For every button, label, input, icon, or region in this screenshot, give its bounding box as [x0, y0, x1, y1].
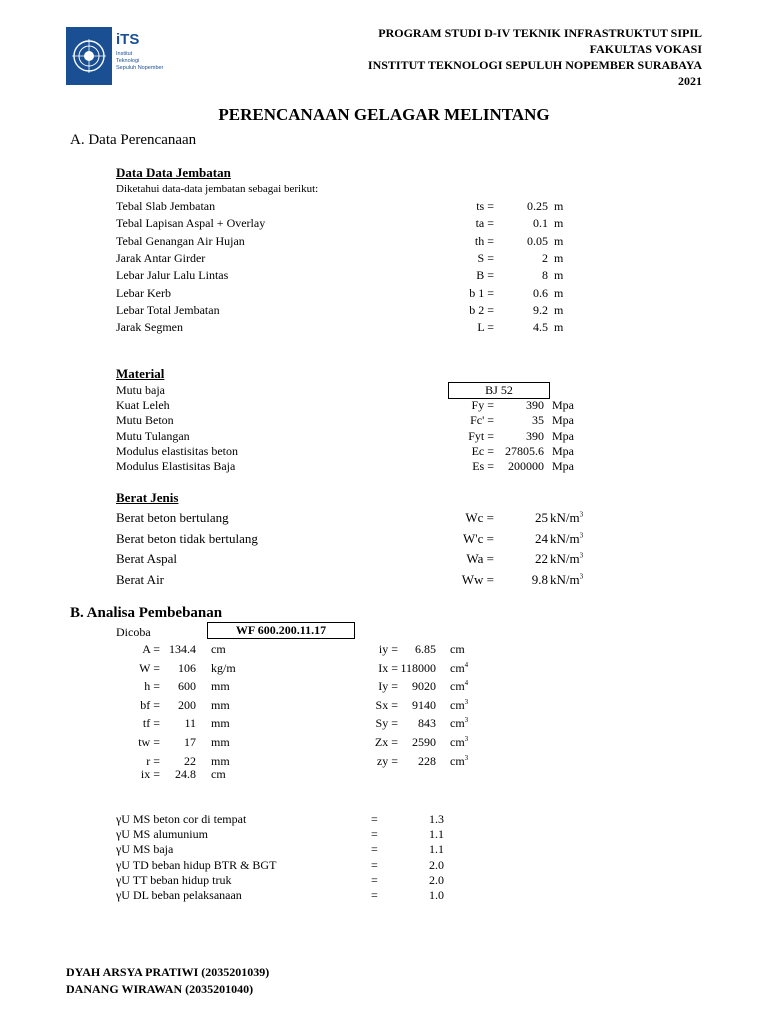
- jembatan-unit: m: [554, 233, 564, 248]
- factor-equals: =: [371, 888, 378, 902]
- jembatan-unit: m: [554, 268, 564, 283]
- property-value: 600: [178, 679, 196, 694]
- jembatan-label: Lebar Total Jembatan: [116, 302, 220, 317]
- berat-label: Berat beton bertulang: [116, 510, 229, 525]
- jembatan-label: Lebar Jalur Lalu Lintas: [116, 268, 229, 283]
- jembatan-intro: Diketahui data-data jembatan sebagai berikut:: [116, 183, 319, 195]
- jembatan-value: 2: [542, 250, 548, 265]
- jembatan-unit: m: [554, 199, 564, 213]
- dicoba-label: Dicoba: [116, 625, 151, 639]
- jembatan-symbol: b 1 =: [469, 285, 494, 300]
- material-value: 27805.6: [505, 443, 544, 458]
- material-value: 200000: [508, 459, 544, 473]
- property-value: 843: [418, 716, 436, 731]
- factor-label: γU TT beban hidup truk: [116, 872, 232, 887]
- jembatan-label: Tebal Genangan Air Hujan: [116, 233, 245, 248]
- property-symbol: zy =: [376, 753, 398, 768]
- jembatan-unit: m: [554, 320, 564, 335]
- berat-unit: $kN/m^3$: [550, 530, 584, 546]
- jembatan-unit: m: [554, 302, 564, 317]
- material-label: Modulus Elastisitas Baja: [116, 459, 236, 473]
- factor-label: γU MS baja: [116, 842, 174, 857]
- property-symbol: iy =: [378, 642, 398, 656]
- factor-value: 1.3: [429, 812, 444, 826]
- property-unit: cm: [450, 642, 465, 656]
- material-unit: Mpa: [552, 398, 574, 413]
- property-value: 106: [178, 660, 196, 675]
- material-label: Mutu Tulangan: [116, 428, 190, 443]
- author-2: DANANG WIRAWAN (2035201040): [66, 982, 254, 996]
- jembatan-heading: Data Data Jembatan: [116, 165, 231, 180]
- berat-symbol: W'c =: [463, 530, 494, 546]
- material-unit: Mpa: [552, 428, 574, 443]
- property-symbol: tf =: [142, 716, 160, 731]
- material-value: 390: [526, 398, 544, 413]
- jembatan-symbol: th =: [474, 233, 494, 248]
- berat-unit: $kN/m^3$: [550, 571, 584, 587]
- property-symbol: W =: [139, 660, 160, 675]
- property-value: 9020: [412, 679, 436, 694]
- jembatan-value: 0.6: [533, 285, 548, 300]
- factor-value: 1.1: [429, 842, 444, 857]
- logo-text: Institut Teknologi Sepuluh Nopember: [116, 51, 164, 71]
- jembatan-label: Jarak Antar Girder: [116, 250, 206, 265]
- jembatan-value: 8: [542, 268, 548, 283]
- property-unit: $cm^3$: [450, 697, 469, 712]
- material-label: Modulus elastisitas beton: [116, 443, 238, 458]
- jembatan-symbol: b 2 =: [469, 302, 494, 317]
- property-unit: mm: [211, 753, 230, 768]
- factor-value: 2.0: [429, 857, 444, 872]
- berat-unit: $kN/m^3$: [550, 510, 584, 525]
- berat-value: 9.8: [531, 571, 548, 587]
- factor-equals: =: [371, 872, 378, 887]
- berat-value: 25: [535, 510, 548, 525]
- logo-abbr: iTS: [116, 31, 140, 48]
- header-line-4: 2021: [678, 74, 702, 88]
- profile-box: WF 600.200.11.17: [207, 622, 355, 639]
- property-unit: $cm^4$: [450, 679, 469, 694]
- property-value: 228: [418, 753, 436, 768]
- factor-equals: =: [371, 812, 378, 826]
- steel-grade-box: BJ 52: [448, 382, 550, 399]
- material-label: Kuat Leleh: [116, 398, 170, 413]
- property-value: 134.4: [169, 642, 196, 656]
- berat-unit: $kN/m^3$: [550, 551, 584, 566]
- material-value: 35: [532, 413, 544, 428]
- material-symbol: Fc' =: [470, 413, 494, 428]
- property-unit: mm: [211, 735, 230, 749]
- property-value: 6.85: [415, 642, 436, 656]
- material-label: Mutu baja: [116, 383, 165, 397]
- property-symbol: Sy =: [375, 716, 398, 731]
- material-label: Mutu Beton: [116, 413, 174, 428]
- property-symbol: Ix =: [378, 660, 398, 675]
- jembatan-symbol: S =: [477, 250, 494, 265]
- header-line-2: FAKULTAS VOKASI: [589, 42, 702, 56]
- property-unit: $cm^3$: [450, 753, 469, 768]
- its-logo: [66, 27, 164, 85]
- property-symbol: Iy =: [378, 679, 398, 694]
- jembatan-unit: m: [554, 250, 564, 265]
- jembatan-symbol: ts =: [476, 199, 494, 213]
- property-unit: mm: [211, 697, 230, 712]
- property-unit: kg/m: [211, 660, 236, 675]
- property-value: 118000: [400, 660, 436, 675]
- factor-label: γU TD beban hidup BTR & BGT: [116, 857, 277, 872]
- berat-label: Berat Air: [116, 571, 165, 587]
- factor-equals: =: [371, 827, 378, 842]
- jembatan-value: 0.25: [527, 199, 548, 213]
- section-b-heading: B. Analisa Pembebanan: [70, 605, 223, 621]
- material-unit: Mpa: [552, 413, 574, 428]
- property-unit: mm: [211, 716, 230, 731]
- property-symbol: h =: [144, 679, 160, 694]
- property-value: 24.8: [175, 767, 196, 781]
- property-symbol: ix =: [140, 767, 160, 781]
- property-unit: $cm^3$: [450, 716, 469, 731]
- jembatan-symbol: B =: [476, 268, 494, 283]
- material-symbol: Fy =: [471, 398, 494, 413]
- property-value: 2590: [412, 735, 436, 749]
- header-line-3: INSTITUT TEKNOLOGI SEPULUH NOPEMBER SURABAYA: [367, 58, 702, 72]
- author-1: DYAH ARSYA PRATIWI (2035201039): [66, 965, 270, 979]
- property-symbol: Sx =: [375, 697, 398, 712]
- jembatan-unit: m: [554, 285, 564, 300]
- property-value: 200: [178, 697, 196, 712]
- factor-label: γU MS alumunium: [116, 827, 208, 842]
- factor-equals: =: [371, 857, 378, 872]
- property-unit: cm: [211, 642, 226, 656]
- berat-label: Berat beton tidak bertulang: [116, 530, 258, 546]
- jembatan-value: 9.2: [533, 302, 548, 317]
- berat-symbol: Wc =: [465, 510, 494, 525]
- jembatan-value: 0.05: [527, 233, 548, 248]
- material-symbol: Fyt =: [468, 428, 494, 443]
- jembatan-symbol: ta =: [475, 216, 494, 231]
- factor-value: 1.1: [429, 827, 444, 842]
- material-symbol: Es =: [472, 459, 494, 473]
- jembatan-label: Tebal Slab Jembatan: [116, 199, 216, 213]
- berat-heading: Berat Jenis: [116, 490, 179, 505]
- factor-label: γU MS beton cor di tempat: [116, 812, 247, 826]
- material-value: 390: [526, 428, 544, 443]
- berat-symbol: Wa =: [466, 551, 494, 566]
- header-line-1: PROGRAM STUDI D-IV TEKNIK INFRASTRUKTUT SIPIL: [378, 26, 702, 40]
- page-title: PERENCANAAN GELAGAR MELINTANG: [218, 105, 550, 124]
- property-symbol: r =: [146, 753, 160, 768]
- factor-label: γU DL beban pelaksanaan: [116, 888, 242, 902]
- property-unit: mm: [211, 679, 230, 694]
- jembatan-value: 4.5: [533, 320, 548, 335]
- property-unit: $cm^3$: [450, 735, 469, 749]
- property-symbol: A =: [142, 642, 160, 656]
- property-symbol: Zx =: [374, 735, 398, 749]
- material-symbol: Ec =: [471, 443, 494, 458]
- jembatan-label: Jarak Segmen: [116, 320, 183, 335]
- jembatan-symbol: L =: [477, 320, 494, 335]
- material-heading: Material: [116, 366, 165, 381]
- jembatan-value: 0.1: [533, 216, 548, 231]
- jembatan-unit: m: [554, 216, 564, 231]
- property-value: 9140: [412, 697, 436, 712]
- berat-symbol: Ww =: [461, 571, 494, 587]
- property-value: 11: [184, 716, 196, 731]
- material-unit: Mpa: [552, 459, 574, 473]
- property-symbol: bf =: [140, 697, 160, 712]
- berat-value: 22: [535, 551, 548, 566]
- berat-label: Berat Aspal: [116, 551, 178, 566]
- property-symbol: tw =: [138, 735, 160, 749]
- property-value: 17: [184, 735, 196, 749]
- property-value: 22: [184, 753, 196, 768]
- berat-value: 24: [535, 530, 548, 546]
- factor-value: 2.0: [429, 872, 444, 887]
- jembatan-label: Lebar Kerb: [116, 285, 171, 300]
- factor-value: 1.0: [429, 888, 444, 902]
- jembatan-label: Tebal Lapisan Aspal + Overlay: [116, 216, 266, 231]
- material-unit: Mpa: [552, 443, 574, 458]
- property-unit: cm: [211, 767, 226, 781]
- property-unit: $cm^4$: [450, 660, 469, 675]
- section-a-heading: A. Data Perencanaan: [70, 132, 197, 148]
- factor-equals: =: [371, 842, 378, 857]
